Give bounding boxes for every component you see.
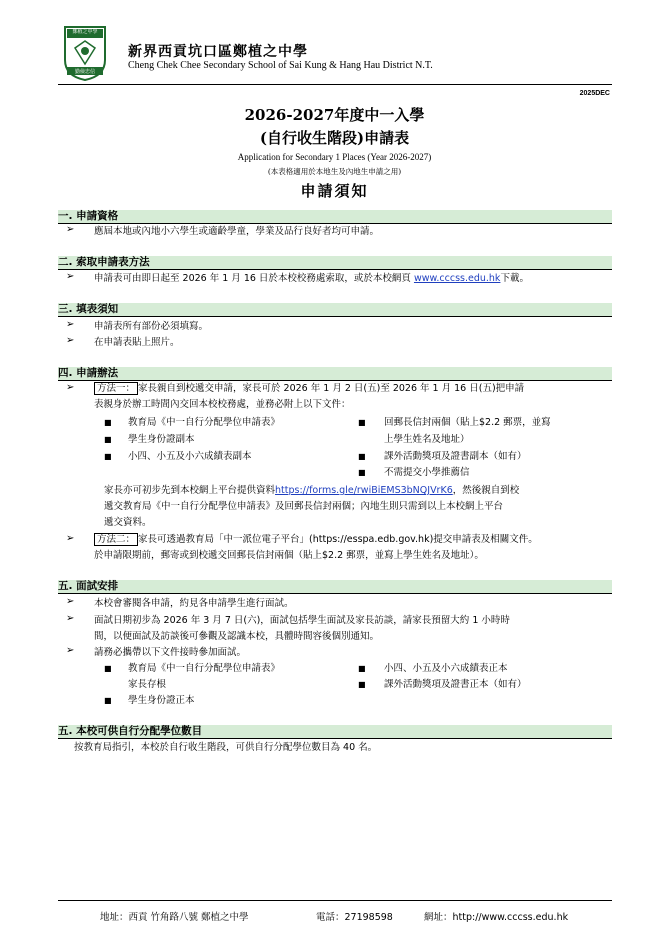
- school-name-en: Cheng Chek Chee Secondary School of Sai Kung & Hang Hau District N.T.: [128, 60, 433, 71]
- s5-doc-right-1: 小四、小五及小六成績表正本: [384, 663, 508, 674]
- section-1-heading: 一. 申請資格: [58, 210, 612, 224]
- s5-line4: 請務必攜帶以下文件接時參加面試。: [94, 647, 247, 658]
- s6-line1: 按教育局指引，本校於自行收生階段，可供自行分配學位數目為 40 名。: [74, 742, 378, 753]
- s1-line1: 應屆本地或內地小六學生或適齡學童，學業及品行良好者均可申請。: [94, 226, 380, 237]
- school-name-zh: 新界西貢坑口區鄭植之中學: [128, 44, 308, 60]
- title-line2: (自行收生階段)申請表: [259, 129, 410, 147]
- s5-line1: 本校會審閱各申請，約見各申請學生進行面試。: [94, 598, 294, 609]
- school-website-link[interactable]: www.cccss.edu.hk: [413, 273, 501, 284]
- m1-para-text: 家長亦可初步先到本校網上平台提供資料: [104, 485, 276, 496]
- arrow-icon: ➢: [66, 319, 75, 330]
- arrow-icon: ➢: [66, 533, 75, 544]
- s2-text-end: 下載。: [500, 273, 529, 284]
- s5-line3: 間，以便面試及訪談後可參觀及認識本校，具體時間容後個別通知。: [94, 631, 380, 642]
- s5-line2: 面試日期初步為 2026 年 3 月 7 日(六)，面試包括學生面試及家長訪談，請家長預留大約 1 小時時: [94, 615, 510, 626]
- s3-line1: 申請表所有部份必須填寫。: [94, 321, 209, 332]
- section-5-heading: 五. 面試安排: [58, 580, 612, 594]
- section-4-heading: 四. 申請辦法: [58, 367, 612, 381]
- bullet-square-icon: ■: [104, 696, 112, 705]
- s2-line1: [94, 272, 529, 286]
- title-line4: (本表格適用於本地生及內地生申請之用): [267, 167, 402, 176]
- title-line3: Application for Secondary 1 Places (Year 2026-2027): [237, 152, 432, 162]
- method1-line1: [94, 382, 524, 396]
- bullet-square-icon: ■: [358, 468, 366, 477]
- m1-doc-right-3: 課外活動獎項及證書副本（如有）: [384, 451, 527, 462]
- document-ref: 2025DEC: [579, 90, 610, 97]
- arrow-icon: ➢: [66, 271, 75, 282]
- arrow-icon: ➢: [66, 335, 75, 346]
- m1-doc-right-4: 不需提交小學推薦信: [384, 467, 470, 478]
- method1-para-line2: 遞交教育局《中一自行分配學位申請表》及回郵長信封兩個；內地生則只需到以上本校網上平台: [104, 501, 504, 512]
- header-divider: [58, 84, 612, 85]
- m1-doc-left-3: 小四、小五及小六成績表副本: [128, 451, 252, 462]
- notice-heading: 申請須知: [300, 182, 369, 200]
- title-line1: 2026-2027年度中一入學: [244, 106, 425, 124]
- m1-doc-right-2: 上學生姓名及地址）: [384, 434, 470, 445]
- method1-label: 方法一：: [94, 382, 138, 395]
- bullet-square-icon: ■: [358, 680, 366, 689]
- arrow-icon: ➢: [66, 596, 75, 607]
- footer-divider: [58, 900, 612, 901]
- m1-doc-left-1: 教育局《中一自行分配學位申請表》: [128, 417, 281, 428]
- section-6-heading: 五. 本校可供自行分配學位數目: [58, 725, 612, 739]
- section-2-heading: 二. 索取申請表方法: [58, 256, 612, 270]
- m1-para-text-end: ，然後親自到校: [452, 485, 520, 496]
- method2-line2: 於申請限期前，郵寄或到校遞交回郵長信封兩個（貼上$2.2 郵票，並寫上學生姓名及地址）。: [94, 550, 484, 561]
- bullet-square-icon: ■: [104, 418, 112, 427]
- s5-doc-left-1: 教育局《中一自行分配學位申請表》: [128, 663, 281, 674]
- logo-text-top: 鄭植之中學: [72, 29, 98, 35]
- s5-doc-right-2: 課外活動獎項及證書正本（如有）: [384, 679, 527, 690]
- section-3-heading: 三. 填表須知: [58, 303, 612, 317]
- online-form-link[interactable]: https://forms.gle/rwiBiEMS3bNQJVrK6: [275, 485, 453, 496]
- arrow-icon: ➢: [66, 382, 75, 393]
- m1-doc-left-2: 學生身份證副本: [128, 434, 195, 445]
- footer-website[interactable]: 網址：http://www.cccss.edu.hk: [424, 912, 569, 923]
- logo-text-bottom: 勤儉忠信: [74, 69, 95, 75]
- bullet-square-icon: ■: [358, 452, 366, 461]
- s5-doc-left-3: 學生身份證正本: [128, 695, 195, 706]
- arrow-icon: ➢: [66, 613, 75, 624]
- method1-line2: 表親身於辦工時間內交回本校校務處，並務必附上以下文件：: [94, 399, 351, 410]
- arrow-icon: ➢: [66, 645, 75, 656]
- footer-address: 地址：西貢 竹角路八號 鄭植之中學: [100, 912, 249, 923]
- method2-label: 方法二：: [94, 533, 138, 546]
- bullet-square-icon: ■: [358, 418, 366, 427]
- footer-phone: 電話：27198598: [316, 912, 393, 923]
- method1-para-line1: [104, 484, 519, 498]
- s3-line2: 在申請表貼上照片。: [94, 337, 180, 348]
- bullet-square-icon: ■: [104, 664, 112, 673]
- method1-text: 家長親自到校遞交申請，家長可於 2026 年 1 月 2 日(五)至 2026 年 1 月 16 日(五)把申請: [138, 383, 525, 394]
- s5-doc-left-2: 家長存根: [128, 679, 167, 690]
- s2-text: 申請表可由即日起至 2026 年 1 月 16 日於本校校務處索取，或於本校網頁: [94, 273, 414, 284]
- m1-doc-right-1: 回郵長信封兩個（貼上$2.2 郵票，並寫: [384, 417, 551, 428]
- bullet-square-icon: ■: [104, 452, 112, 461]
- bullet-square-icon: ■: [104, 435, 112, 444]
- method2-text: 家長可透過教育局「中一派位電子平台」(https://esspa.edb.gov.hk)提交申請表及相關文件。: [138, 534, 538, 545]
- method1-para-line3: 遞交資料。: [104, 517, 152, 528]
- arrow-icon: ➢: [66, 224, 75, 235]
- method2-line1: [94, 533, 538, 547]
- bullet-square-icon: ■: [358, 664, 366, 673]
